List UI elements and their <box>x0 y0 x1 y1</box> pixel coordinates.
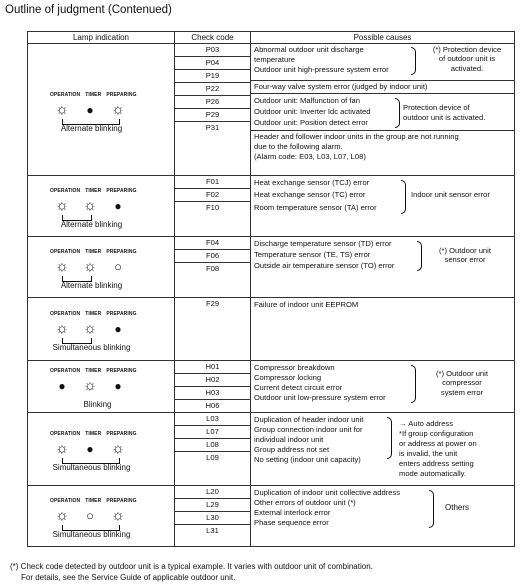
lamp-off-icon: ○ <box>114 259 122 274</box>
lamp-header-label: OPERATION <box>50 368 81 374</box>
lamp-cell <box>28 298 175 361</box>
cause-note: outdoor unit is activated. <box>403 113 486 122</box>
cause-text: Phase sequence error <box>254 518 329 527</box>
cause-text: due to the following alarm. <box>254 142 343 151</box>
check-code: H06 <box>205 401 220 410</box>
brace <box>411 47 416 75</box>
footnote-line: For details, see the Service Guide of applicable outdoor unit. <box>21 573 236 582</box>
lamp-label: Alternate blinking <box>60 123 123 133</box>
cause-note: Others <box>445 503 470 512</box>
causes-cell <box>251 361 515 413</box>
cause-note: (*) Outdoor unit compressor system error <box>436 369 488 397</box>
lamp-blinking-icon: ☼ <box>111 100 125 118</box>
lamp-on-icon: ● <box>86 102 94 117</box>
lamp-cell <box>28 44 175 176</box>
table-row <box>28 176 515 237</box>
cause-note: Indoor unit sensor error <box>411 190 490 199</box>
table-row <box>28 361 515 413</box>
lamp-blinking-icon: ☼ <box>55 507 69 524</box>
check-code: F04 <box>175 237 250 250</box>
brace <box>401 180 406 214</box>
causes-cell <box>251 237 515 298</box>
cause-text: Outdoor unit: Position detect error <box>254 118 368 127</box>
check-code: P22 <box>175 83 250 96</box>
lamp-header <box>50 498 142 504</box>
lamp-header-label: PREPARING <box>106 498 137 504</box>
lamp-blinking-icon: ☼ <box>55 100 69 118</box>
lamp-label: Simultaneous blinking <box>52 463 131 472</box>
lamp-cell <box>28 361 175 413</box>
check-code: L31 <box>206 526 219 535</box>
lamp-blinking-icon: ☼ <box>55 440 69 457</box>
lamp-on-icon: ● <box>114 322 122 336</box>
cause-text: (Alarm code: E03, L03, L07, L08) <box>254 152 366 161</box>
causes-cell <box>251 298 515 361</box>
lamp-header-label: OPERATION <box>50 431 81 437</box>
table-row <box>28 413 515 486</box>
lamp-blinking-icon: ☼ <box>55 320 69 337</box>
lamp-label: Alternate blinking <box>60 220 123 229</box>
brace <box>395 98 400 128</box>
brace <box>417 241 422 271</box>
lamp-blinking-icon: ☼ <box>55 258 69 275</box>
lamp-cell <box>28 486 175 547</box>
lamp-header-label: TIMER <box>85 188 102 194</box>
cause-text: Group address not set <box>254 445 330 454</box>
lamp-header-label: TIMER <box>85 431 102 437</box>
lamp-on-icon: ● <box>58 379 66 393</box>
judgment-table <box>27 31 515 547</box>
code-cell <box>175 361 251 413</box>
lamp-header <box>50 431 142 437</box>
header-causes: Possible causes <box>251 32 515 44</box>
cause-text: Duplication of indoor unit collective address <box>254 488 401 497</box>
causes-cell <box>251 486 515 547</box>
lamp-blinking-icon: ☼ <box>83 197 97 214</box>
check-code: P29 <box>175 109 250 122</box>
cause-text: Heat exchange sensor (TC) error <box>254 190 366 199</box>
cause-text: Compressor breakdown <box>254 363 335 372</box>
footnote-line: (*) Check code detected by outdoor unit is a typical example. It varies with outdoor unit of combination. <box>10 562 373 571</box>
lamp-header-label: TIMER <box>85 249 102 255</box>
code-cell <box>175 298 251 361</box>
lamp-blinking-icon: ☼ <box>83 377 97 394</box>
lamp-header-label: PREPARING <box>106 368 137 374</box>
lamp-header <box>50 368 142 374</box>
table-header-row <box>28 32 515 44</box>
lamp-blinking-icon: ☼ <box>83 320 97 337</box>
lamp-label: Simultaneous blinking <box>52 530 131 539</box>
footnote <box>10 561 373 583</box>
cause-note: (*) Protection device of outdoor unit is activated. <box>432 45 502 73</box>
check-code: F29 <box>205 299 220 308</box>
code-cell <box>175 44 251 176</box>
cause-text: Four-way valve system error (judged by indoor unit) <box>254 82 428 91</box>
lamp-blinking-icon: ☼ <box>83 258 97 275</box>
check-code: L30 <box>175 512 250 525</box>
table-row <box>28 298 515 361</box>
lamp-cell <box>28 413 175 486</box>
check-code: F10 <box>205 203 220 212</box>
cause-text: Temperature sensor (TE, TS) error <box>254 250 371 259</box>
cause-text: Discharge temperature sensor (TD) error <box>254 239 392 248</box>
code-cell <box>175 413 251 486</box>
cause-text: Outdoor unit low-pressure system error <box>254 393 386 402</box>
code-cell <box>175 486 251 547</box>
lamp-on-icon: ● <box>114 199 122 213</box>
lamp-header-label: OPERATION <box>50 498 81 504</box>
check-code: P31 <box>205 123 220 132</box>
lamp-header-label: TIMER <box>85 498 102 504</box>
cause-text: Group connection indoor unit for <box>254 425 363 434</box>
lamp-off-icon: ○ <box>86 508 94 523</box>
cause-text: Outdoor unit: Inverter Idc activated <box>254 107 371 116</box>
cause-text: Heat exchange sensor (TCJ) error <box>254 178 370 187</box>
check-code: L29 <box>175 499 250 512</box>
cause-note: (*) Outdoor unit sensor error <box>439 246 491 265</box>
lamp-header-label: TIMER <box>85 311 102 317</box>
check-code: P26 <box>175 96 250 109</box>
check-code: H03 <box>175 387 250 400</box>
code-cell <box>175 176 251 237</box>
lamp-header <box>50 311 142 317</box>
cause-text: No setting (indoor unit capacity) <box>254 455 361 464</box>
cause-text: Header and follower indoor units in the group are not running <box>254 132 459 141</box>
lamp-header-label: TIMER <box>85 368 102 374</box>
cause-text: Duplication of header indoor unit <box>254 415 364 424</box>
check-code: P19 <box>175 70 250 83</box>
cause-note: → Auto address *If group configuration or address at power on is invalid, the unit enters address setting mode automatically. <box>399 419 477 478</box>
lamp-header-label: OPERATION <box>50 311 81 317</box>
lamp-label: Alternate blinking <box>60 281 123 290</box>
brace <box>429 490 434 528</box>
lamp-blinking-icon: ☼ <box>111 440 125 457</box>
check-code: L09 <box>206 453 219 462</box>
cause-text: temperature <box>254 55 295 64</box>
brace <box>387 417 392 459</box>
cause-text: Failure of indoor unit EEPROM <box>254 300 359 309</box>
lamp-cell <box>28 176 175 237</box>
check-code: F08 <box>205 264 220 273</box>
brace <box>411 365 416 403</box>
lamp-header-label: PREPARING <box>106 249 137 255</box>
check-code: P03 <box>175 44 250 57</box>
causes-cell <box>251 44 515 176</box>
lamp-blinking-icon: ☼ <box>111 507 125 524</box>
check-code: H01 <box>175 361 250 374</box>
check-code: L07 <box>175 426 250 439</box>
lamp-header-label: PREPARING <box>106 91 137 98</box>
cause-text: External interlock error <box>254 508 331 517</box>
lamp-header <box>50 188 142 194</box>
lamp-label: Blinking <box>83 400 112 409</box>
lamp-header-label: PREPARING <box>106 431 137 437</box>
check-code: F06 <box>175 250 250 263</box>
causes-cell <box>251 176 515 237</box>
cause-text: individual indoor unit <box>254 435 324 444</box>
lamp-on-icon: ● <box>114 379 122 393</box>
check-code: P04 <box>175 57 250 70</box>
lamp-header-label: OPERATION <box>50 249 81 255</box>
check-code: L03 <box>175 413 250 426</box>
lamp-header-label: PREPARING <box>106 188 137 194</box>
header-lamp: Lamp indication <box>28 32 175 44</box>
page-title: Outline of judgment (Contenued) <box>5 4 172 16</box>
table-row <box>28 237 515 298</box>
lamp-on-icon: ● <box>86 442 94 456</box>
table-row <box>28 486 515 547</box>
lamp-label: Simultaneous blinking <box>52 343 131 352</box>
cause-text: Compressor locking <box>254 373 322 382</box>
lamp-header <box>50 92 142 98</box>
header-code: Check code <box>175 32 251 44</box>
code-cell <box>175 237 251 298</box>
cause-text: Abnormal outdoor unit discharge <box>254 45 364 54</box>
lamp-cell <box>28 237 175 298</box>
check-code: L08 <box>175 439 250 452</box>
check-code: H02 <box>175 374 250 387</box>
lamp-header <box>50 249 142 255</box>
cause-text: Current detect circuit error <box>254 383 343 392</box>
check-code: F02 <box>175 189 250 202</box>
cause-text: Outdoor unit: Malfunction of fan <box>254 96 360 105</box>
lamp-header-label: OPERATION <box>50 188 81 194</box>
cause-text: Room temperature sensor (TA) error <box>254 203 377 212</box>
cause-note: Protection device of <box>403 103 470 112</box>
cause-text: Outside air temperature sensor (TO) error <box>254 261 395 270</box>
lamp-header-label: TIMER <box>85 91 102 98</box>
cause-text: Outdoor unit high-pressure system error <box>254 65 389 74</box>
check-code: L20 <box>175 486 250 499</box>
lamp-header-label: PREPARING <box>106 311 137 317</box>
check-code: F01 <box>175 176 250 189</box>
cause-text: Other errors of outdoor unit (*) <box>254 498 356 507</box>
causes-cell <box>251 413 515 486</box>
table-row <box>28 44 515 176</box>
lamp-blinking-icon: ☼ <box>55 197 69 214</box>
lamp-header-label: OPERATION <box>50 91 81 98</box>
